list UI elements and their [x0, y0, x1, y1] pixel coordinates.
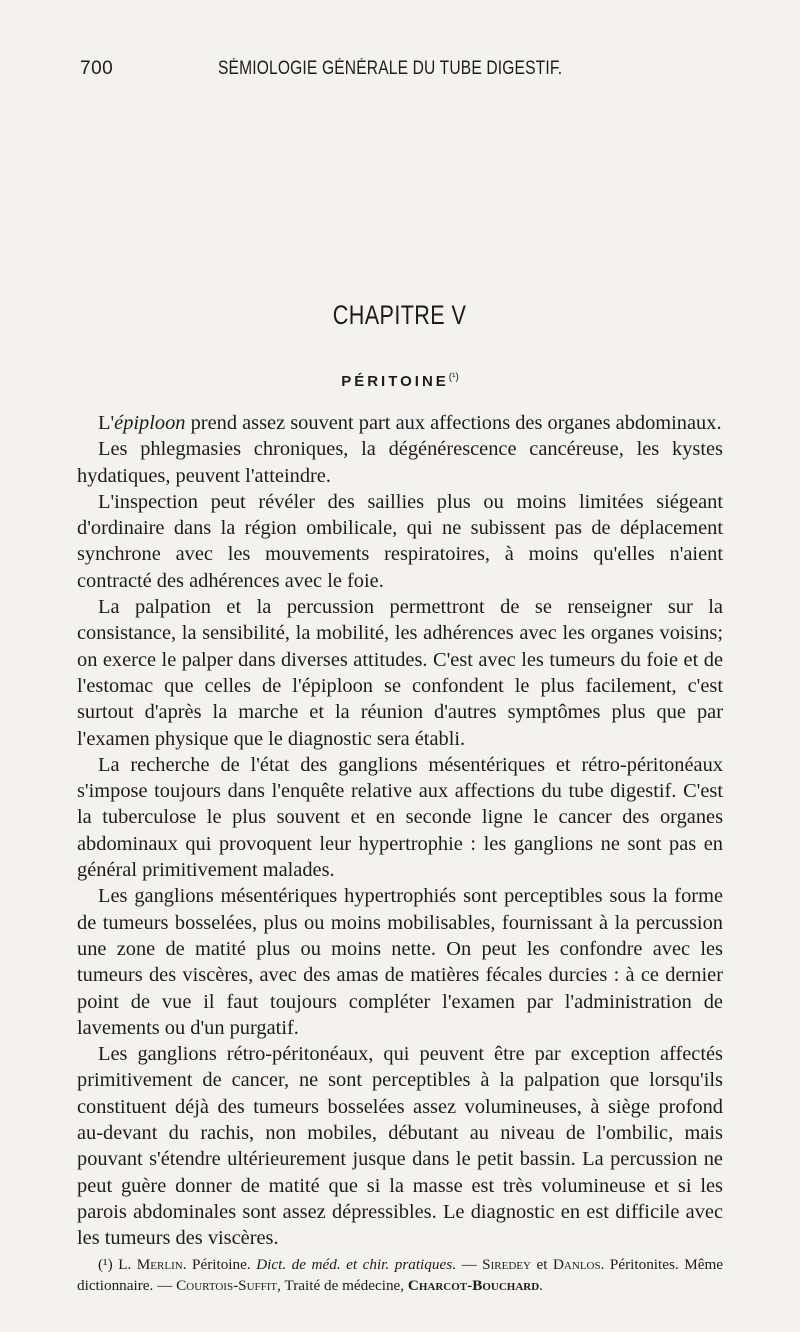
page-number: 700: [80, 58, 114, 79]
footnote-author-4: Courtois-Suffit: [176, 1277, 278, 1294]
footnote-reference: (¹): [448, 372, 459, 383]
section-title-text: PÉRITOINE: [341, 373, 449, 390]
paragraph-1-rest: prend assez souvent part aux affections des organes abdominaux.: [185, 412, 722, 434]
running-head: SÉMIOLOGIE GÉNÉRALE DU TUBE DIGESTIF.: [218, 58, 563, 79]
footnote-mark: (¹): [98, 1256, 119, 1273]
section-title: [0, 372, 800, 390]
footnote-text-1: . Péritoine.: [182, 1256, 257, 1273]
paragraph-1-term: épiploon: [114, 412, 186, 434]
paragraph-2: Les phlegmasies chroniques, la dégénérescence cancéreuse, les kystes hydatiques, peuvent l'atteindre.: [77, 438, 723, 487]
paragraph-1-lead: L': [98, 412, 115, 434]
footnote-end: .: [539, 1277, 543, 1294]
body-text: [77, 410, 723, 1252]
paragraph-5: La recherche de l'état des ganglions mésentériques et rétro-péritonéaux s'impose toujours dans l'enquête relative aux affections du tube digestif. C'est la tuberculose le plus souvent et en seconde ligne le cancer des organes abdominaux qui provoquent leur hypertrophie : les ganglions ne sont pas en général primitivement malades.: [77, 753, 723, 882]
footnote-separator: . —: [452, 1256, 483, 1273]
paragraph-1: [77, 410, 723, 436]
footnote-author-3: Danlos: [552, 1256, 601, 1273]
footnote-and: et: [530, 1256, 553, 1273]
paragraph-6: Les ganglions mésentériques hypertrophiés sont perceptibles sous la forme de tumeurs bosselées, plus ou moins mobilisables, fournissant à la percussion une zone de matité plus ou moins nette. On peut les confondre avec les tumeurs des viscères, avec des amas de matières fécales durcies : à ce dernier point de vue il faut toujours compléter l'examen par l'administration de lavements ou d'un purgatif.: [77, 885, 723, 1039]
footnote-author-2: Siredey: [482, 1256, 531, 1273]
footnote-author-5: Charcot-Bouchard: [407, 1277, 540, 1294]
chapter-title-text: CHAPITRE V: [333, 300, 467, 330]
footnote-1: [77, 1254, 723, 1296]
footnote-text-2: . Péritonites. Même dictionnaire. —: [77, 1256, 724, 1294]
footnote-text-3: , Traité de médecine,: [277, 1277, 408, 1294]
chapter-title: [0, 300, 800, 331]
paragraph-4: La palpation et la percussion permettront de se renseigner sur la consistance, la sensibilité, la mobilité, les adhérences avec les organes voisins; on exerce le palper dans diverses attitudes. C'est avec les tumeurs du foie et de l'estomac que celles de l'épiploon se confondent le plus facilement, c'est surtout d'après la marche et la réunion d'autres symptômes plus que par l'examen physique que le diagnostic sera établi.: [77, 596, 723, 750]
paragraph-7: Les ganglions rétro-péritonéaux, qui peuvent être par exception affectés primitivement de cancer, ne sont perceptibles à la palpation que lorsqu'ils constituent déjà des tumeurs bosselées assez volumineuses, à siège profond au-devant du rachis, non mobiles, débutant au niveau de l'ombilic, mais pouvant s'étendre ultérieurement jusque dans le petit bassin. La percussion ne peut guère donner de matité que si la masse est très volumineuse et si les parois abdominales sont assez dépressibles. Le diagnostic en est difficile avec les tumeurs des viscères.: [77, 1043, 723, 1250]
footnote-source-1: Dict. de méd. et chir. pratiques: [256, 1256, 453, 1273]
paragraph-3: L'inspection peut révéler des saillies plus ou moins limitées siégeant d'ordinaire dans la région ombilicale, qui ne subissent pas de déplacement synchrone avec les mouvements respiratoires, à moins qu'elles n'aient contracté des adhérences avec le foie.: [77, 490, 723, 592]
page-header: [80, 52, 720, 84]
footnote-author-1: L. Merlin: [118, 1256, 183, 1273]
footnotes: [77, 1254, 723, 1296]
